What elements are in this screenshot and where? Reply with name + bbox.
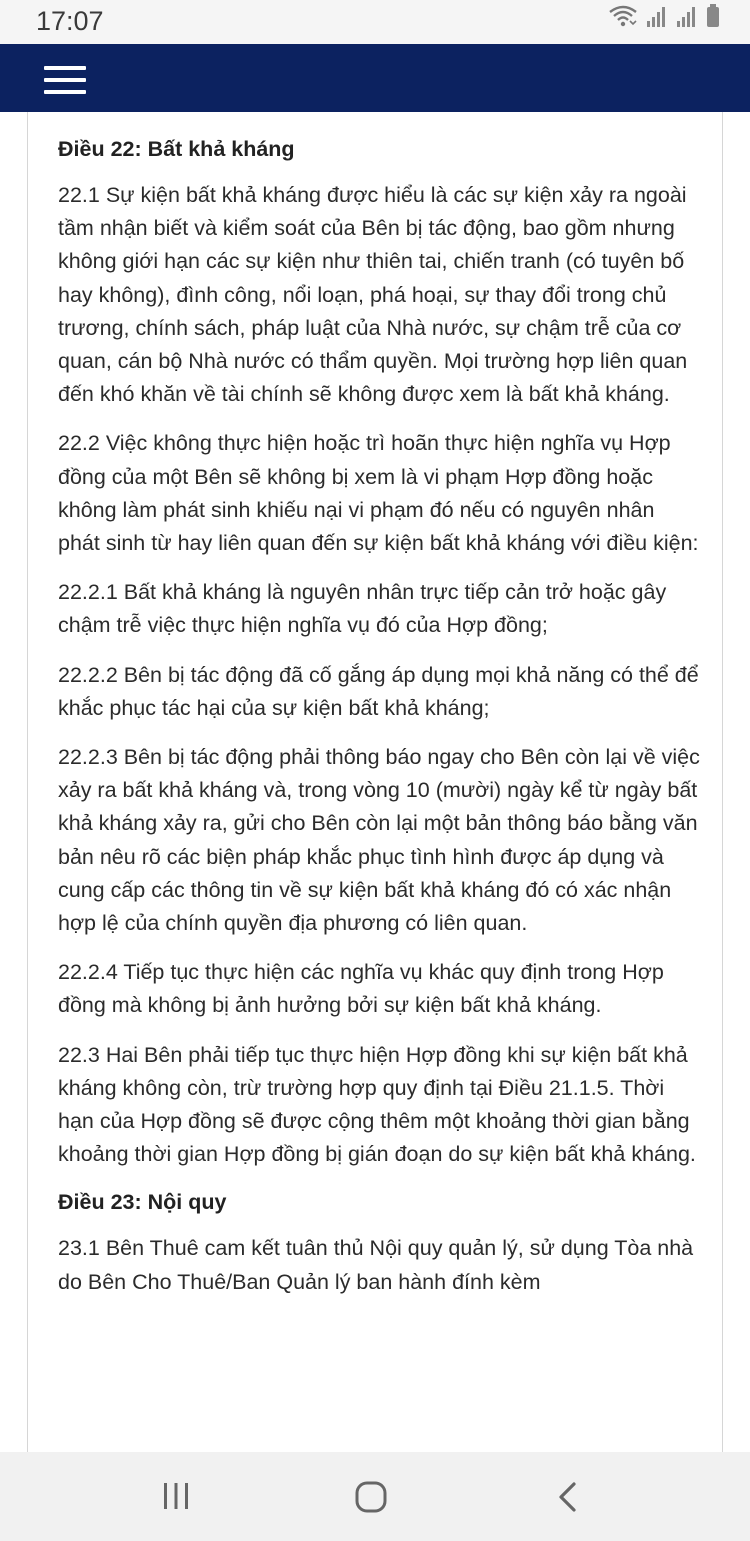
paragraph-22-2: 22.2 Việc không thực hiện hoặc trì hoãn thực hiện nghĩa vụ Hợp đồng của một Bên sẽ không bị xem là vi phạm Hợp đồng hoặc không làm phát sinh khiếu nại vi phạm đó nếu có nguyên nhân phát sinh từ hay liên quan đến sự kiện bất khả kháng với điều kiện: bbox=[58, 431, 699, 556]
signal-icon-2 bbox=[676, 6, 698, 33]
system-nav-bar bbox=[0, 1452, 750, 1541]
wifi-icon bbox=[608, 4, 638, 33]
section-22-title: Điều 22: Bất khả kháng bbox=[58, 137, 295, 161]
paragraph-22-3: 22.3 Hai Bên phải tiếp tục thực hiện Hợp đồng khi sự kiện bất khả kháng không còn, trừ trường hợp quy định tại Điều 21.1.5. Thời hạn của Hợp đồng sẽ được cộng thêm một khoảng thời gian bằng khoảng thời gian Hợp đồng bị gián đoạn do sự kiện bất khả kháng. bbox=[58, 1042, 696, 1167]
hamburger-menu-icon[interactable] bbox=[44, 66, 86, 94]
paragraph-22-2-4: 22.2.4 Tiếp tục thực hiện các nghĩa vụ khác quy định trong Hợp đồng mà không bị ảnh hưởng bởi sự kiện bất khả kháng. bbox=[58, 960, 664, 1018]
paragraph-22-1: 22.1 Sự kiện bất khả kháng được hiểu là các sự kiện xảy ra ngoài tầm nhận biết và kiểm soát của Bên bị tác động, bao gồm nhưng không giới hạn các sự kiện như thiên tai, chiến tranh (có tuyên bố hay không), đình công, nổi loạn, phá hoại, sự thay đổi trong chủ trương, chính sách, pháp luật của Nhà nước, sự chậm trễ của cơ quan, cán bộ Nhà nước có thẩm quyền. Mọi trường hợp liên quan đến khó khăn về tài chính sẽ không được xem là bất khả kháng. bbox=[58, 183, 688, 407]
article-body bbox=[28, 112, 722, 1299]
section-23-title: Điều 23: Nội quy bbox=[58, 1190, 227, 1215]
back-icon[interactable] bbox=[556, 1480, 580, 1519]
paragraph-22-2-1: 22.2.1 Bất khả kháng là nguyên nhân trực tiếp cản trở hoặc gây chậm trễ việc thực hiện nghĩa vụ đó của Hợp đồng; bbox=[58, 580, 667, 638]
article-container[interactable] bbox=[27, 112, 723, 1452]
status-bar bbox=[0, 0, 750, 44]
paragraph-22-2-2: 22.2.2 Bên bị tác động đã cố gắng áp dụng mọi khả năng có thể để khắc phục tác hại của sự kiện bất khả kháng; bbox=[58, 662, 699, 720]
paragraph-22-2-3: 22.2.3 Bên bị tác động phải thông báo ngay cho Bên còn lại về việc xảy ra bất khả kháng và, trong vòng 10 (mười) ngày kể từ ngày bất khả kháng xảy ra, gửi cho Bên còn lại một bản thông báo bằng văn bản nêu rõ các biện pháp khắc phục tình hình được áp dụng và cung cấp các thông tin về sự kiện bất khả kháng đó có xác nhận hợp lệ của chính quyền địa phương có liên quan. bbox=[58, 745, 700, 936]
home-icon[interactable] bbox=[354, 1480, 388, 1519]
battery-icon bbox=[706, 4, 720, 33]
signal-icon bbox=[646, 6, 668, 33]
recent-apps-icon[interactable] bbox=[160, 1480, 192, 1517]
paragraph-23-1: 23.1 Bên Thuê cam kết tuân thủ Nội quy quản lý, sử dụng Tòa nhà do Bên Cho Thuê/Ban Quản lý ban hành đính kèm bbox=[58, 1236, 694, 1294]
status-icons bbox=[608, 9, 720, 33]
app-header bbox=[0, 44, 750, 112]
status-time: 17:07 bbox=[36, 6, 104, 36]
